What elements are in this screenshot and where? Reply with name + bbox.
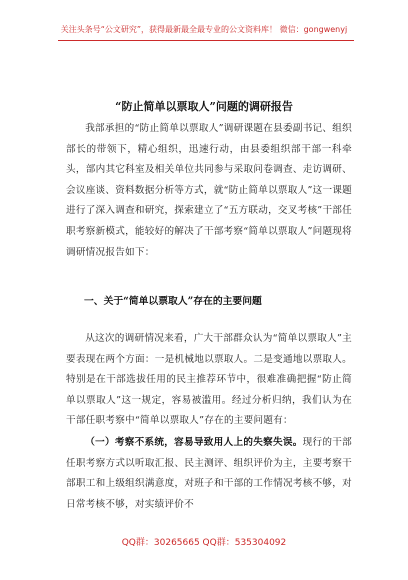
footer-note: QQ群：30265665 QQ群：535304092 bbox=[121, 538, 287, 548]
paragraph-problems: 从这次的调研情况来看，广大干部群众认为“简单以票取人”主要表现在两个方面：一是机械地以票取人。二是变通地以票取人。特别是在干部选拔任用的民主推荐环节中，很难准确把握“防止简单以票取人”这一规定，容易被滥用。经过分析归纳，我们认为在干部任职考察中“简单以票取人”存在的主要问题有： bbox=[66, 333, 352, 427]
subheading-issue-one: （一）考察不系统，容易导致用人上的失察失误。 bbox=[85, 437, 303, 448]
paragraph-issue-one bbox=[66, 433, 352, 537]
section-heading: 一、关于“简单以票取人”存在的主要问题 bbox=[84, 296, 262, 307]
header-note: 关注头条号“公文研究”，获得最新最全最专业的公文资料库！ 微信：gongwenyj bbox=[60, 25, 348, 34]
document-title: “防止简单以票取人”问题的调研报告 bbox=[115, 100, 293, 113]
header-divider bbox=[58, 40, 354, 41]
paragraph-intro: 我部承担的“防止简单以票取人”调研课题在县委副书记、组织部长的带领下，精心组织，迅速行动，由县委组织部干部一科牵头，部内其它科室及相关单位共同参与采取问卷调查、走访调研、会议座谈、资料数据分析等方式，就“防止简单以票取人”这一课题进行了深入调查和研究，探索建立了“五方联动，交叉考核”干部任职考察新模式，能较好的解决了干部考察“简单以票取人”问题现将调研情况报告如下： bbox=[66, 123, 352, 258]
issue-one-text: 现行的干部任职考察方式以听取汇报、民主测评、组织评价为主，主要考察干部职工和上级组织满意度，对班子和干部的工作情况考核不够，对日常考核不够，对实绩评价不 bbox=[66, 437, 353, 510]
